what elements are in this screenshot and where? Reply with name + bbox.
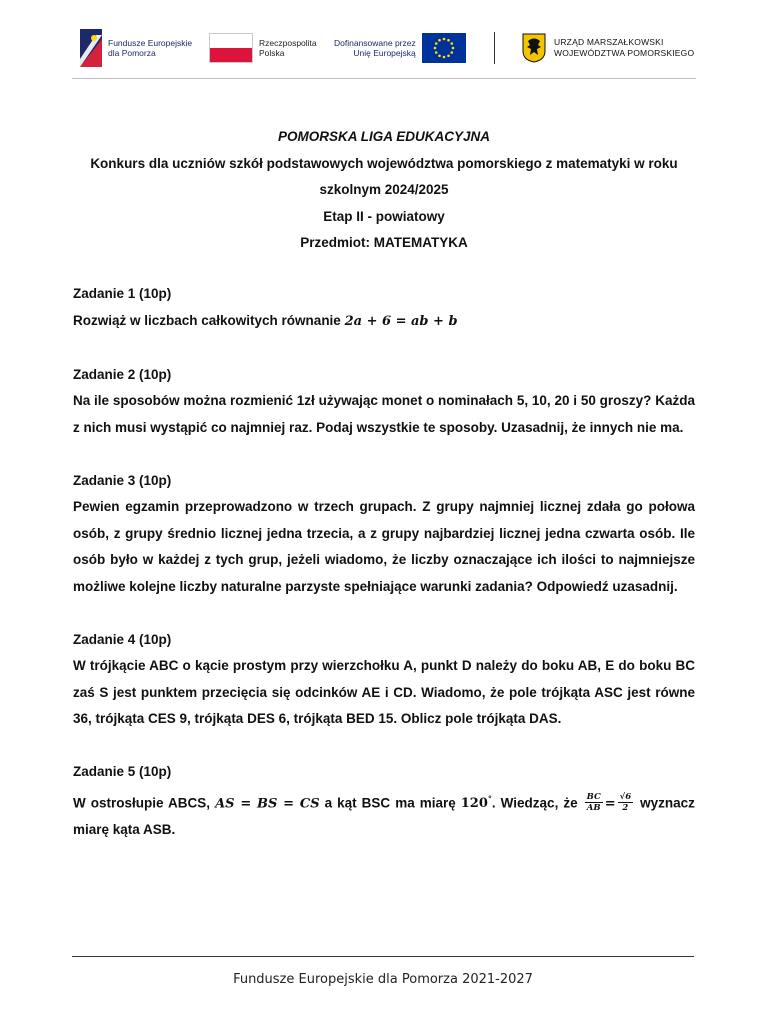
um-logo-line1: URZĄD MARSZAŁKOWSKI: [554, 37, 664, 47]
organization-title: POMORSKA LIGA EDUKACYJNA: [277, 129, 490, 144]
fraction-numerator: BC: [586, 791, 601, 802]
task-1: [73, 281, 695, 335]
eu-star-icon: [442, 56, 445, 59]
rp-logo-line2: Polska: [259, 48, 285, 58]
task-text: Na ile sposobów można rozmienić 1zł używając monet o nominałach 5, 10, 20 i 50 groszy? Każda z nich musi wystąpić co najmniej raz. Podaj wszystkie te sposoby. Uzasadnij, że innych nie ma.: [73, 393, 695, 435]
logo-bar: [72, 26, 696, 70]
document-title-block: [72, 124, 696, 257]
header-divider: [72, 78, 696, 79]
eu-star-icon: [433, 47, 436, 50]
task-body: [73, 308, 695, 336]
angle-value: 120: [460, 795, 488, 811]
eu-flag-icon: [422, 33, 466, 63]
equality-expression: AS = BS = CS: [215, 795, 320, 811]
fe-logo-line1: Fundusze Europejskie: [108, 38, 193, 48]
header-separator: [494, 32, 495, 64]
task-3: [73, 468, 695, 601]
task-heading: Zadanie 2 (10p): [73, 366, 172, 382]
task-text-part4: wyznacz miarę kąta ASB.: [73, 794, 695, 838]
degree-symbol: °: [487, 793, 492, 804]
pomorskie-crest-icon: [522, 33, 546, 63]
eu-star-icon: [435, 42, 438, 45]
task-heading: Zadanie 5 (10p): [73, 764, 172, 779]
eu-star-icon: [447, 39, 450, 42]
fraction-denominator: AB: [586, 802, 601, 813]
fe-logo: [80, 26, 192, 70]
task-text: W trójkącie ABC o kącie prostym przy wierzchołku A, punkt D należy do boku AB, E do boku BC zaś S jest punktem przecięcia się odcinków AE i CD. Wiadomo, że pole trójkąta ASC jest równe 36, trójkąta CES 9, trójkąta DES 6, trójkąta BED 15. Oblicz pole trójkąta DAS.: [73, 658, 695, 726]
subject-title: Przedmiot: MATEMATYKA: [300, 235, 468, 250]
task-text-part3: . Wiedząc, że: [491, 794, 578, 810]
eu-star-icon: [450, 42, 453, 45]
task-2: [73, 362, 695, 442]
rp-logo-line1: Rzeczpospolita: [259, 38, 317, 48]
eu-star-icon: [438, 39, 441, 42]
sqrt-fraction: [618, 792, 634, 813]
footer-divider: [72, 956, 694, 957]
tasks-section: [73, 281, 695, 870]
eu-star-icon: [450, 51, 453, 54]
task-heading: Zadanie 3 (10p): [73, 472, 172, 488]
fe-logo-line2: dla Pomorza: [108, 48, 156, 58]
stage-title: Etap II - powiatowy: [323, 208, 445, 224]
fe-emblem-icon: [80, 29, 102, 67]
ratio-fraction: [585, 792, 603, 813]
task-body: W ostrosłupie ABCS, AS = BS = CS a kąt BSC ma miarę 120°. Wiedząc, że $\frac{BC}{AB}$ = $\frac{√6}{2}$ wyznacz miarę kąta ASB.: [73, 791, 695, 838]
footer-text: Fundusze Europejskie dla Pomorza 2021-2027: [233, 972, 533, 987]
um-logo-line2: WOJEWÓDZTWA POMORSKIEGO: [554, 48, 695, 58]
eu-star-icon: [451, 47, 454, 50]
eu-logo: [334, 26, 466, 70]
task-heading: Zadanie 4 (10p): [73, 631, 172, 647]
task-5: [73, 759, 695, 844]
task-heading: Zadanie 1 (10p): [73, 286, 172, 301]
eu-star-icon: [447, 54, 450, 57]
rp-logo: [209, 26, 317, 70]
fraction-numerator: √6: [619, 791, 632, 802]
fraction-denominator: 2: [622, 802, 629, 813]
task-text: Pewien egzamin przeprowadzono w trzech grupach. Z grupy najmniej licznej zdała go połowa osób, z grupy średnio licznej jedna trzecia, a z grupy najbardziej licznej jedna czwarta osób. Ile osób było w każdej z tych grup, jeżeli wiadomo, że liczby oznaczające ich ilości to najmniejsze możliwe kolejne liczby naturalne parzyste spełniające warunki zadania? Odpowiedź uzasadnij.: [73, 499, 695, 594]
equation: 2a + 6 = ab + b: [344, 313, 458, 329]
eu-star-icon: [442, 38, 445, 41]
polish-flag-icon: [209, 33, 253, 63]
eu-logo-line1: Dofinansowane przez: [334, 38, 416, 48]
task-text-part1: W ostrosłupie ABCS,: [73, 794, 211, 810]
eu-logo-line2: Unię Europejską: [353, 48, 416, 58]
eu-star-icon: [438, 54, 441, 57]
task-text: Rozwiąż w liczbach całkowitych równanie: [73, 312, 341, 328]
task-4: [73, 627, 695, 733]
task-text-part2: a kąt BSC ma miarę: [324, 794, 456, 810]
eu-star-icon: [435, 51, 438, 54]
um-logo: [522, 26, 694, 70]
contest-title-line2: szkolnym 2024/2025: [319, 182, 449, 197]
contest-title-line1: Konkurs dla uczniów szkół podstawowych województwa pomorskiego z matematyki w roku: [90, 155, 678, 171]
